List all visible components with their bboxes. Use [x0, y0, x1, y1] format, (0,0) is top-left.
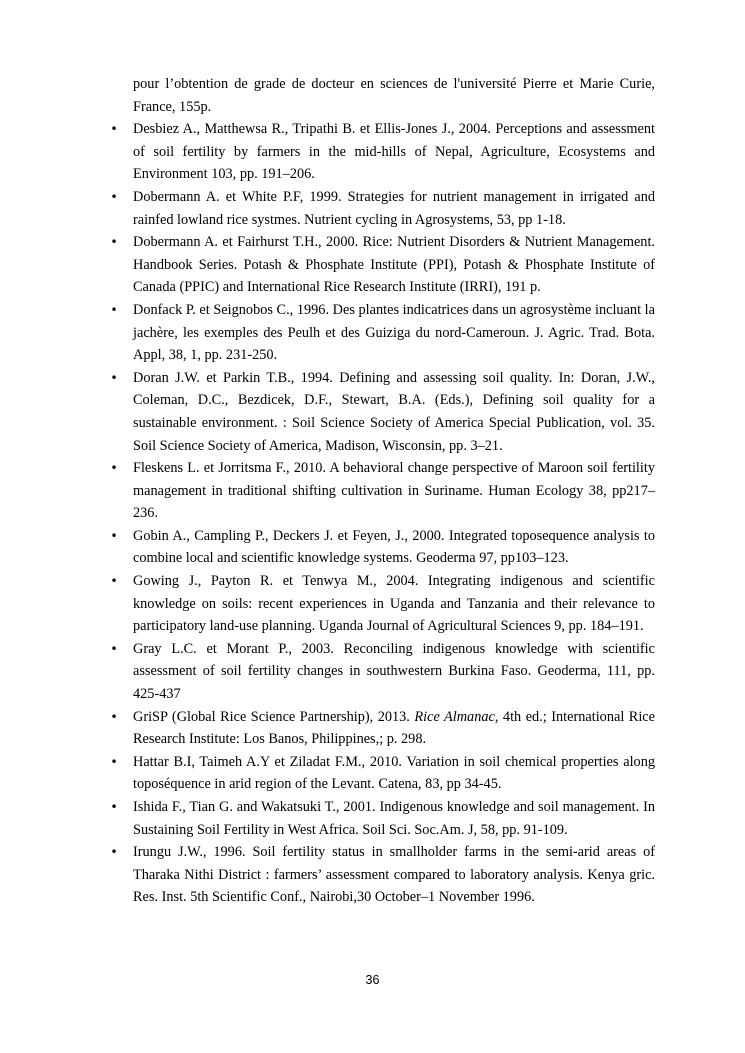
bullet-icon: • — [110, 754, 118, 769]
reference-text: Gobin A., Campling P., Deckers J. et Feyen, J., 2000. Integrated toposequence analysis to combine local and scientific knowledge systems. Geoderma 97, pp103–123. — [133, 527, 655, 567]
bullet-icon: • — [110, 845, 118, 860]
bullet-icon: • — [110, 574, 118, 589]
reference-text-before: GriSP (Global Rice Science Partnership), 2013. — [133, 708, 415, 725]
reference-text: Hattar B.I, Taimeh A.Y et Ziladat F.M., 2010. Variation in soil chemical properties along toposéquence in arid region of the Levant. Catena, 83, pp 34-45. — [133, 753, 655, 793]
bullet-icon: • — [110, 800, 118, 814]
reference-text: Donfack P. et Seignobos C., 1996. Des plantes indicatrices dans un agrosystème incluant la jachère, les exemples des Peulh et des Guiziga du nord-Cameroun. J. Agric. Trad. Bota. Appl, 38, 1, pp. 231-250. — [133, 301, 655, 364]
bullet-icon: • — [110, 122, 118, 137]
bullet-icon: • — [110, 189, 118, 204]
reference-item — [110, 457, 655, 525]
bullet-icon: • — [110, 641, 118, 656]
reference-text: Irungu J.W., 1996. Soil fertility status in smallholder farms in the semi-arid areas of Tharaka Nithi District : farmers’ assessment compared to laboratory analysis. Kenya gric. Res. Inst. 5th Scientific Conf., Nairobi,30 October–1 November 1996. — [133, 844, 655, 906]
reference-continuation: pour l’obtention de grade de docteur en sciences de l'université Pierre et Marie Curie, France, 155p. — [133, 76, 655, 115]
bullet-icon: • — [110, 709, 118, 724]
reference-text: Dobermann A. et White P.F, 1999. Strategies for nutrient management in irrigated and rainfed lowland rice systmes. Nutrient cycling in Agrosystems, 53, pp 1-18. — [133, 188, 655, 228]
reference-item — [110, 751, 655, 796]
reference-text: Ishida F., Tian G. and Wakatsuki T., 2001. Indigenous knowledge and soil management. In Sustaining Soil Fertility in West Africa. Soil Sci. Soc.Am. J, 58, pp. 91-109. — [133, 799, 655, 838]
reference-item — [110, 367, 655, 457]
reference-text: Doran J.W. et Parkin T.B., 1994. Defining and assessing soil quality. In: Doran, J.W., Coleman, D.C., Bezdicek, D.F., Stewart, B.A. (Eds.), Defining soil quality for a sustainable environment. : Soil Science Society of America Special Publication, vol. 35. Soil Science Society of America, Madison, Wisconsin, pp. 3–21. — [133, 369, 655, 454]
bullet-icon: • — [110, 302, 118, 317]
bullet-icon: • — [110, 370, 118, 385]
bullet-icon: • — [110, 528, 118, 543]
reference-item — [110, 118, 655, 186]
bullet-icon: • — [110, 461, 118, 476]
page-number: 36 — [365, 973, 380, 987]
reference-item — [110, 299, 655, 367]
reference-text: Fleskens L. et Jorritsma F., 2010. A behavioral change perspective of Maroon soil fertility management in traditional shifting cultivation in Suriname. Human Ecology 38, pp217–236. — [133, 460, 655, 522]
reference-text: Gray L.C. et Morant P., 2003. Reconciling indigenous knowledge with scientific assessment of soil fertility changes in southwestern Burkina Faso. Geoderma, 111, pp. 425-437 — [133, 640, 655, 703]
reference-item — [110, 706, 655, 751]
reference-item — [110, 841, 655, 909]
reference-list — [110, 73, 655, 909]
reference-text: Gowing J., Payton R. et Tenwya M., 2004. Integrating indigenous and scientific knowledge on soils: recent experiences in Uganda and Tanzania and their relevance to participatory land-use planning. Uganda Journal of Agricultural Sciences 9, pp. 184–191. — [133, 573, 655, 635]
reference-text: Dobermann A. et Fairhurst T.H., 2000. Rice: Nutrient Disorders & Nutrient Management. Handbook Series. Potash & Phosphate Institute (PPI), Potash & Phosphate Institute of Canada (PPIC) and International Rice Research Institute (IRRI), 191 p. — [133, 234, 655, 296]
reference-item — [110, 231, 655, 299]
reference-text-after: , 4th ed.; International Rice Research Institute: Los Banos, Philippines,; p. 298. — [133, 708, 655, 748]
reference-item — [110, 570, 655, 638]
bullet-icon: • — [110, 235, 118, 250]
reference-text: Desbiez A., Matthewsa R., Tripathi B. et Ellis-Jones J., 2004. Perceptions and assessment of soil fertility by farmers in the mid-hills of Nepal, Agriculture, Ecosystems and Environment 103, pp. 191–206. — [133, 121, 655, 183]
reference-item — [110, 186, 655, 231]
reference-italic-title: Rice Almanac — [414, 708, 495, 725]
reference-item — [110, 525, 655, 570]
reference-item — [110, 638, 655, 706]
reference-item — [110, 796, 655, 841]
